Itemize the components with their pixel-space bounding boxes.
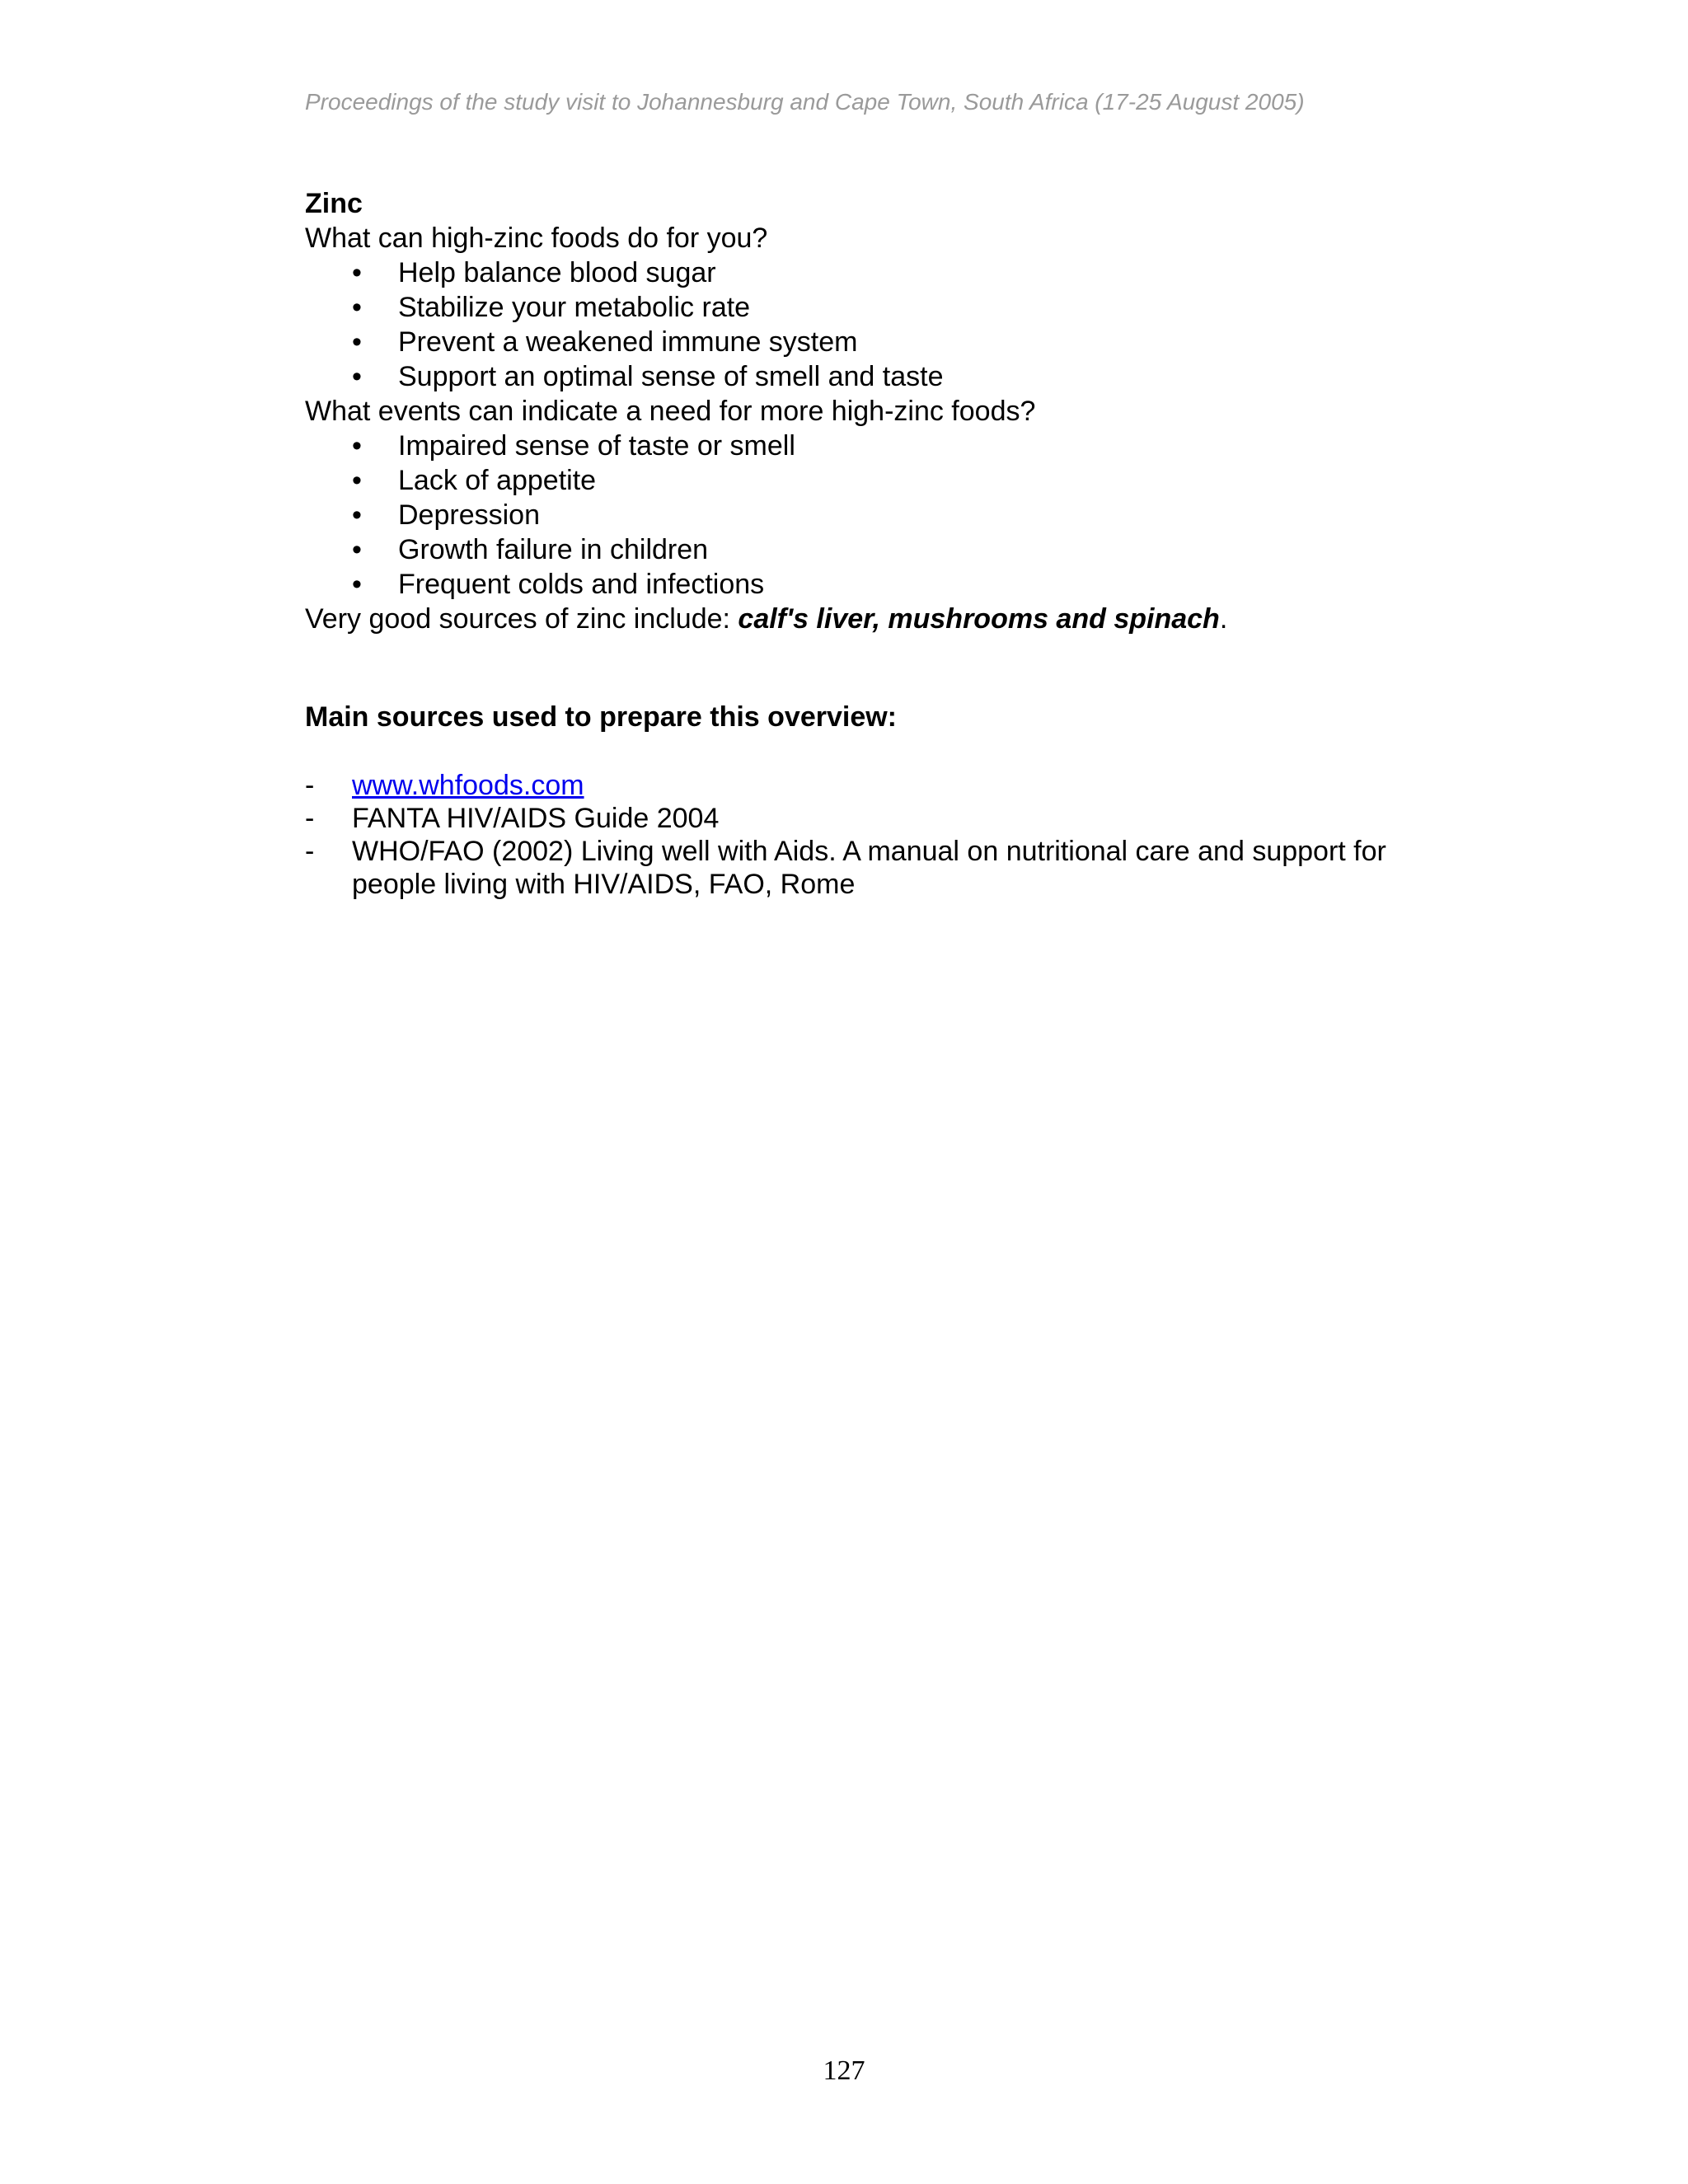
page-content: [305, 186, 1393, 901]
section-title-zinc: Zinc: [305, 188, 363, 219]
list-item: • Prevent a weakened immune system: [352, 326, 858, 358]
bullet-icon: •: [352, 465, 362, 496]
bullet-icon: •: [352, 430, 362, 462]
dash-marker: -: [305, 836, 315, 867]
question-benefits: What can high-zinc foods do for you?: [305, 223, 768, 254]
benefits-list: [305, 255, 1393, 394]
bullet-icon: •: [352, 499, 362, 531]
dash-marker: -: [305, 770, 315, 801]
question-signs: What events can indicate a need for more high-zinc foods?: [305, 396, 1036, 427]
section-title-main-sources: Main sources used to prepare this overview:: [305, 701, 898, 733]
list-item: • Impaired sense of taste or smell: [352, 430, 795, 462]
list-item: • Help balance blood sugar: [352, 257, 716, 288]
bullet-icon: •: [352, 257, 362, 288]
bullet-icon: •: [352, 534, 362, 565]
page-number: 127: [823, 2055, 865, 2086]
bullet-icon: •: [352, 569, 362, 600]
whfoods-link[interactable]: www.whfoods.com: [352, 770, 584, 801]
list-item: - FANTA HIV/AIDS Guide 2004: [305, 803, 720, 834]
list-item: • Lack of appetite: [352, 465, 597, 496]
bullet-icon: •: [352, 292, 362, 323]
list-item: • Frequent colds and infections: [352, 569, 765, 600]
list-item: - WHO/FAO (2002) Living well with Aids. A manual on nutritional care and support for people living with HIV/AIDS, FAO, Rome: [305, 836, 1386, 900]
list-item: • Stabilize your metabolic rate: [352, 292, 751, 323]
dash-marker: -: [305, 803, 315, 834]
bullet-icon: •: [352, 326, 362, 358]
list-item: • Support an optimal sense of smell and taste: [352, 361, 944, 392]
running-header: Proceedings of the study visit to Johannesburg and Cape Town, South Africa (17-25 August 2005): [305, 89, 1305, 115]
signs-list: [305, 429, 1393, 602]
good-sources-emphasis: calf's liver, mushrooms and spinach: [738, 603, 1220, 635]
list-item: • Depression: [352, 499, 540, 531]
good-sources-sentence: Very good sources of zinc include: calf's liver, mushrooms and spinach.: [305, 603, 1228, 635]
bullet-icon: •: [352, 361, 362, 392]
list-item: • Growth failure in children: [352, 534, 709, 565]
list-item: [305, 769, 1393, 802]
sources-list: [305, 769, 1393, 901]
